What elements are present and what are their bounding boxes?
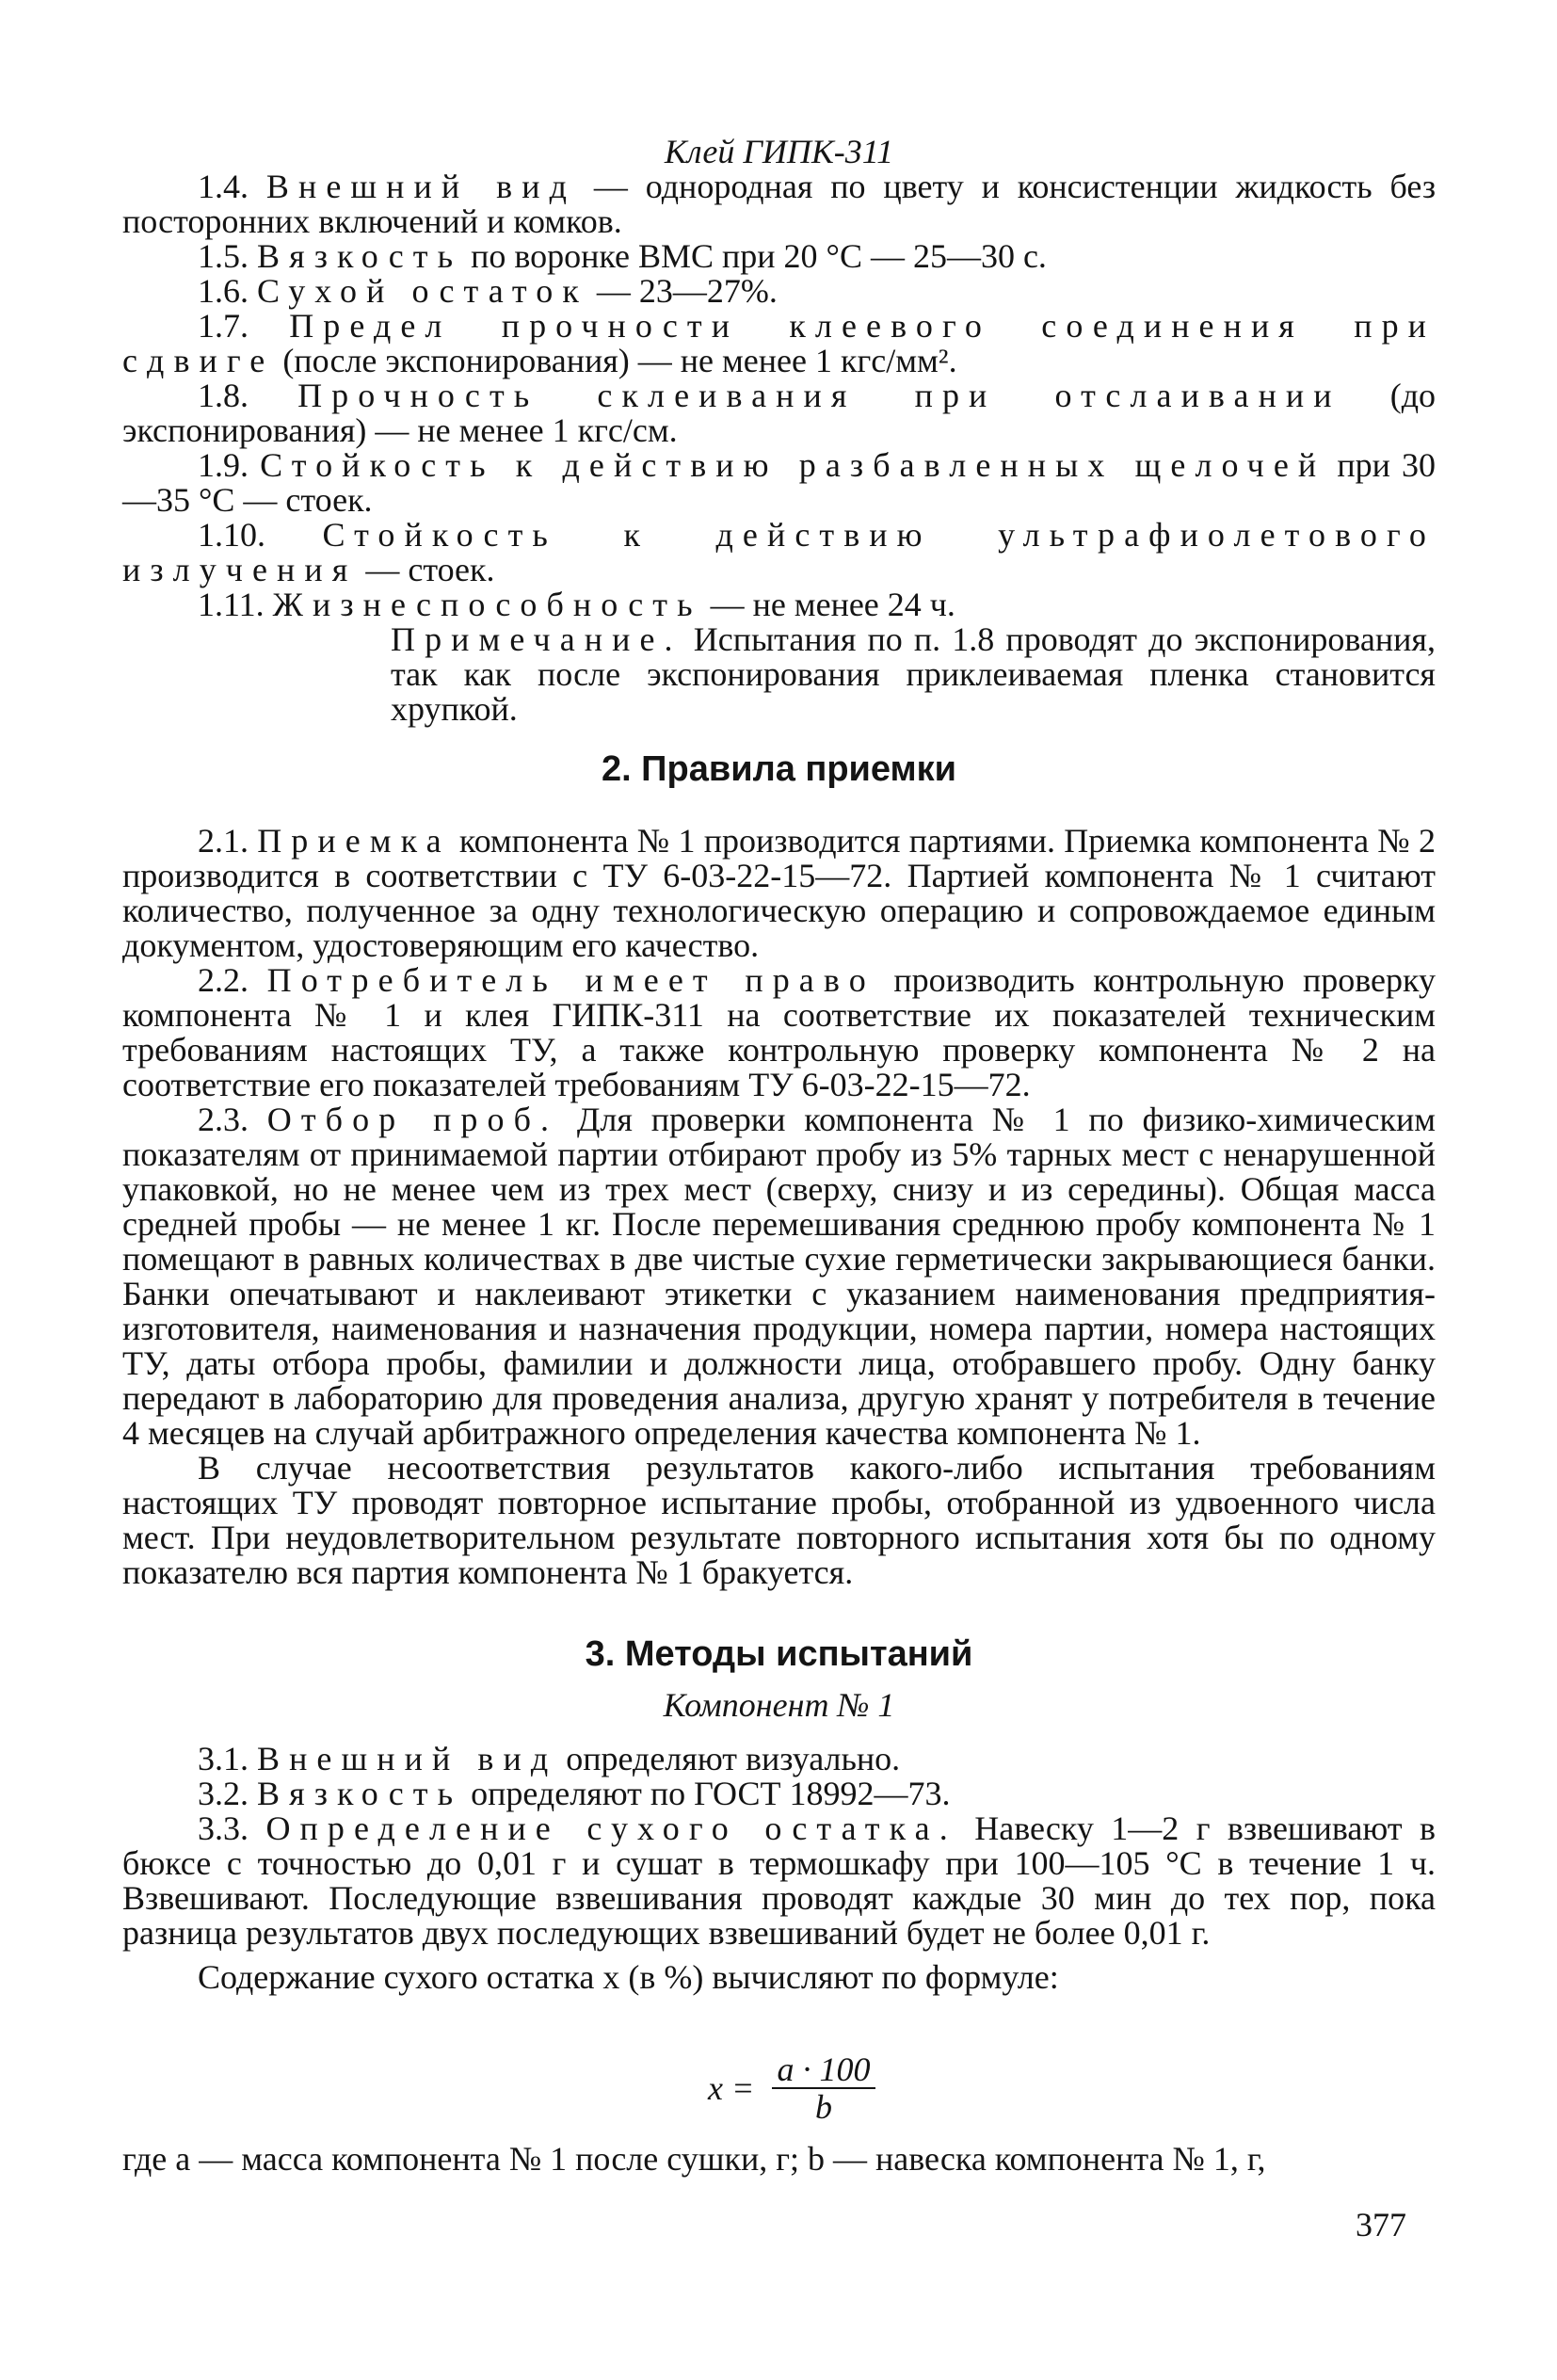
where-block — [122, 2142, 1436, 2177]
clause-1-5: 1.5. Вязкость по воронке ВМС при 20 °С — 25—30 с. — [198, 237, 1047, 275]
clause-1-9: 1.9. Стойкость к действию разбавленных щелочей при 30—35 °С — стоек. — [122, 446, 1436, 519]
dry-residue-formula — [697, 2052, 885, 2128]
section-2-block — [122, 748, 1436, 1590]
clause-3-1: 3.1. Внешний вид определяют визуально. — [198, 1740, 901, 1777]
clause-2-1: 2.1. Приемка компонента № 1 производится партиями. Приемка компонента № 2 производится в соответствии с ТУ 6-03-22-15—72. Партией компонента № 1 считают количество, полученное за одну технологическую операцию и сопровождаемое единым документом, удостоверяющим его качество. — [122, 822, 1437, 964]
formula-intro: Содержание сухого остатка x (в %) вычисляют по формуле: — [198, 1958, 1059, 1996]
clause-1-10: 1.10. Стойкость к действию ультрафиолетового излучения — стоек. — [122, 516, 1437, 588]
clause-2-3: 2.3. Отбор проб. Для проверки компонента № 1 по физико-химическим показателям от принимаемой партии отбирают пробу из 5% тарных мест с ненарушенной упаковкой, но не менее чем из трех мест (сверху, снизу и из середины). Общая масса средней пробы — не менее 1 кг. После перемешивания среднюю пробу компонента № 1 помещают в равных количествах в две чистые сухие герметически закрывающиеся банки. Банки опечатывают и наклеивают этикетки с указанием наименования предприятия-изготовителя, наименования и назначения продукции, номера партии, номера настоящих ТУ, даты отбора пробы, фамилии и должности лица, отобравшего пробу. Одну банку передают в лабораторию для проведения анализа, другую хранят у потребителя в течение 4 месяцев на случай арбитражного определения качества компонента № 1. — [122, 1101, 1437, 1452]
page-number: 377 — [1356, 2206, 1406, 2243]
formula-denominator: b — [815, 2088, 832, 2126]
section-3-heading: 3. Методы испытаний — [585, 1634, 973, 1674]
clause-1-7: 1.7. Предел прочности клеевого соединения при сдвиге (после экспонирования) — не менее 1 кгс/мм². — [122, 307, 1436, 379]
clause-1-4: 1.4. Внешний вид — однородная по цвету и консистенции жидкость без посторонних включений и комков. — [122, 168, 1437, 240]
section-3-block — [122, 1633, 1436, 1995]
section-2-closing-paragraph: В случае несоответствия результатов какого-либо испытания требованиям настоящих ТУ проводят повторное испытание пробы, отобранной из удвоенного числа мест. При неудовлетворительном результате повторного испытания хотя бы по одному показателю вся партия компонента № 1 бракуется. — [122, 1449, 1436, 1591]
section-1-block — [122, 135, 1436, 727]
clause-1-6: 1.6. Сухой остаток — 23—27%. — [198, 272, 778, 310]
clause-1-8: 1.8. Прочность склеивания при отслаивании (до экспонирования) — не менее 1 кгс/см. — [122, 377, 1437, 449]
formula-lhs: x = — [708, 2069, 755, 2107]
section-3-subheading: Компонент № 1 — [663, 1686, 895, 1724]
clause-3-2: 3.2. Вязкость определяют по ГОСТ 18992—73. — [198, 1775, 951, 1812]
note: Примечание. Испытания по п. 1.8 проводят до экспонирования, так как после экспонирования приклеиваемая пленка становится хрупкой. — [391, 620, 1436, 728]
formula-where-line: где a — масса компонента № 1 после сушки, г; b — навеска компонента № 1, г, — [122, 2140, 1266, 2178]
page-header-title: Клей ГИПК-311 — [664, 133, 894, 170]
clause-1-11: 1.11. Жизнеспособность — не менее 24 ч. — [198, 586, 955, 623]
clause-3-3: 3.3. Определение сухого остатка. Навеску 1—2 г взвешивают в бюксе с точностью до 0,01 г и сушат в термошкафу при 100—105 °С в течение 1 ч. Взвешивают. Последующие взвешивания проводят каждые 30 мин до тех пор, пока разница результатов двух последующих взвешиваний будет не более 0,01 г. — [122, 1809, 1437, 1952]
section-2-heading: 2. Правила приемки — [601, 749, 957, 789]
formula-numerator: a · 100 — [777, 2050, 871, 2088]
clause-2-2: 2.2. Потребитель имеет право производить контрольную проверку компонента № 1 и клея ГИПК-311 на соответствие их показателей техническим требованиям настоящих ТУ, а также контрольную проверку компонента № 2 на соответствие его показателей требованиям ТУ 6-03-22-15—72. — [122, 961, 1437, 1103]
